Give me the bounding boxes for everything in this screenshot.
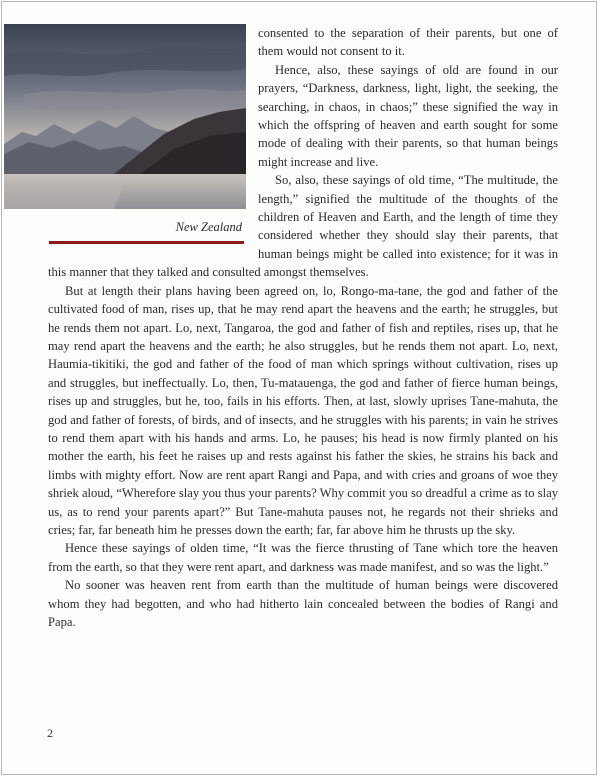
paragraph: So, also, these sayings of old time, “The multitude, the length,” signified the multitude of the thoughts of the children of Heaven and Earth, and the length of time they considered whether they should slay their parents, that human beings might be called into existence; for it was in this manner that they talked and consulted amongst themselves. (48, 173, 558, 280)
book-page (1, 1, 597, 775)
figure-caption: New Zealand (175, 220, 242, 234)
page-number: 2 (47, 726, 53, 740)
paragraph: No sooner was heaven rent from earth than the multitude of human beings were discovered whom they had begotten, and who had hitherto lain concealed between the bodies of Rangi and Papa. (48, 578, 558, 629)
paragraph: consented to the separation of their parents, but one of them would not consent to it. (258, 26, 558, 59)
body-text (48, 24, 558, 631)
paragraph: Hence these sayings of olden time, “It was the fierce thrusting of Tane which tore the heaven from the earth, so that they were rent apart, and darkness was made manifest, and so was the light.” (48, 541, 558, 574)
paragraph: But at length their plans having been agreed on, lo, Rongo-ma-tane, the god and father of the cultivated food of man, rises up, that he may rend apart the heavens and the earth; he struggles, but he rends them not apart. Lo, next, Tangaroa, the god and father of fish and reptiles, rises up, that he may rend apart the heavens and the earth; he also struggles, but he rends them not apart. Lo, next, Haumia-tikitiki, the god and father of the food of man which springs without cultivation, rises up and struggles, but ineffectually. Lo, then, Tu-matauenga, the god and father of fierce human beings, rises up and struggles, but he, too, fails in his efforts. Then, at last, slowly uprises Tane-mahuta, the god and father of forests, of birds, and of insects, and he struggles with his parents; in vain he strives to rend them apart with his hands and arms. Lo, he pauses; his head is now firmly planted on his mother the earth, his feet he raises up and rests against his father the skies, he strains his back and limbs with mighty effort. Now are rent apart Rangi and Papa, and with cries and groans of woe they shriek aloud, “Wherefore slay you thus your parents? Why commit you so dreadful a crime as to slay us, as to rend your parents apart?” But Tane-mahuta pauses not, he regards not their shrieks and cries; far, far beneath him he presses down the earth; far, far above him he thrusts up the sky. (48, 283, 558, 537)
paragraph: Hence, also, these sayings of old are found in our prayers, “Darkness, darkness, light, light, the seeking, the searching, in chaos, in chaos;” these signified the way in which the offspring of heaven and earth sought for some mode of dealing with their parents, so that human beings might increase and live. (258, 62, 558, 169)
figure-float-space (48, 24, 258, 245)
